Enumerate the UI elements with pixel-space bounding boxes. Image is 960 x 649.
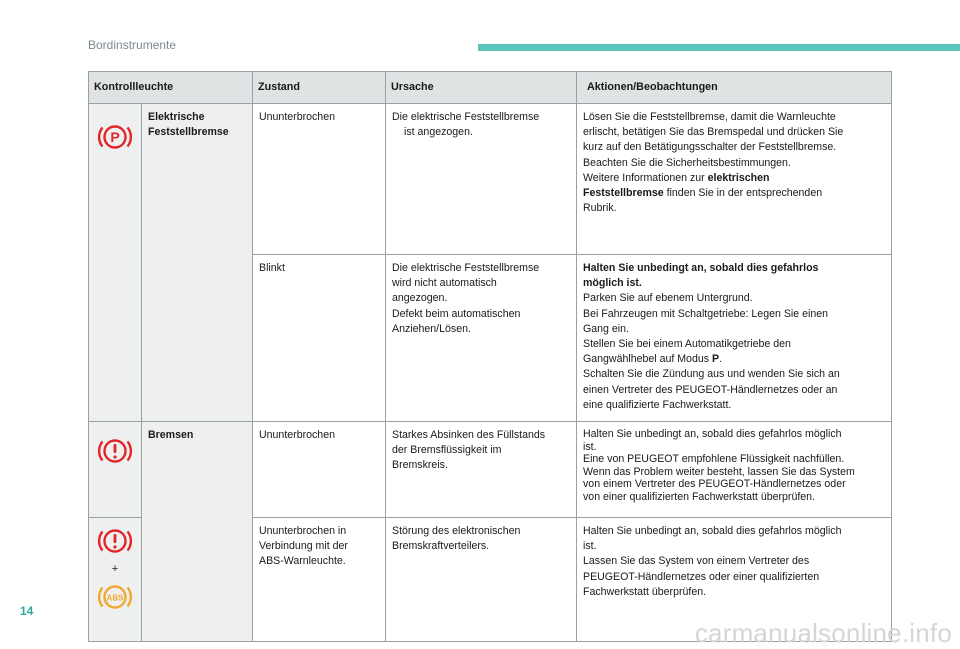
column-header-zustand: Zustand xyxy=(253,72,386,104)
icon-cell xyxy=(89,518,142,642)
action-line: PEUGEOT-Händlernetzes oder einer qualifizierten xyxy=(583,570,820,583)
action-line: von einer qualifizierten Fachwerkstatt überprüfen. xyxy=(583,491,816,503)
column-header-aktionen: Aktionen/Beobachtungen xyxy=(577,72,892,104)
cause-line: Defekt beim automatischen xyxy=(392,307,521,320)
action-line: ist. xyxy=(583,540,597,553)
table-row xyxy=(89,104,892,255)
brake-warning-icon xyxy=(97,526,133,556)
column-header-ursache: Ursache xyxy=(386,72,577,104)
warning-name-line: Bremsen xyxy=(148,429,194,442)
state-text: Ununterbrochen xyxy=(259,429,335,442)
watermark: carmanualsonline.info xyxy=(694,618,952,648)
action-text: Gangwählhebel auf Modus xyxy=(583,353,712,366)
state-line: Ununterbrochen in xyxy=(259,525,347,538)
action-line: einen Vertreter des PEUGEOT-Händlernetzes oder an xyxy=(583,383,838,396)
action-line: erlischt, betätigen Sie das Bremspedal und drücken Sie xyxy=(583,126,844,139)
action-line: Schalten Sie die Zündung aus und wenden Sie sich an xyxy=(583,368,840,381)
action-bold-line: Halten Sie unbedingt an, sobald dies gefahrlos xyxy=(583,262,819,274)
cause-line: ist angezogen. xyxy=(404,126,473,139)
action-bold-text: P xyxy=(711,353,720,366)
cause-cell xyxy=(386,518,577,642)
action-line: Bei Fahrzeugen mit Schaltgetriebe: Legen Sie einen xyxy=(583,307,828,320)
column-header-kontrollleuchte: Kontrollleuchte xyxy=(89,72,253,104)
cause-line: wird nicht automatisch xyxy=(392,277,497,290)
action-line: Lassen Sie das System von einem Vertreter des xyxy=(583,555,810,568)
state-text: Ununterbrochen xyxy=(259,111,335,123)
icon-cell xyxy=(89,422,142,518)
cause-line: Die elektrische Feststellbremse xyxy=(392,111,540,123)
table-row xyxy=(89,422,892,518)
cause-line: Die elektrische Feststellbremse xyxy=(392,262,540,274)
action-line: von einem Vertreter des PEUGEOT-Händlernetzes oder xyxy=(583,478,846,491)
icon-cell xyxy=(89,104,142,422)
action-line: Wenn das Problem weiter besteht, lassen Sie das System xyxy=(583,465,855,478)
action-line: kurz auf den Betätigungsschalter der Feststellbremse. xyxy=(583,141,837,154)
cause-cell xyxy=(386,422,577,518)
state-text: Blinkt xyxy=(259,262,285,274)
action-line: Eine von PEUGEOT empfohlene Flüssigkeit nachfüllen. xyxy=(583,453,845,466)
warning-name-line: Elektrische xyxy=(148,111,205,123)
abs-warning-icon xyxy=(97,582,133,612)
action-line: Rubrik. xyxy=(583,202,617,215)
action-line: Gang ein. xyxy=(583,322,629,335)
plus-sign: + xyxy=(111,563,119,576)
action-bold-line: möglich ist. xyxy=(583,277,642,290)
action-line: Halten Sie unbedingt an, sobald dies gefahrlos möglich xyxy=(583,428,842,441)
action-cell xyxy=(577,104,892,255)
state-cell xyxy=(253,518,386,642)
table-header-row xyxy=(89,72,892,104)
cause-line: Störung des elektronischen xyxy=(392,525,521,538)
action-line: Fachwerkstatt überprüfen. xyxy=(583,585,707,598)
cause-line: Bremskreis. xyxy=(392,459,448,472)
cause-line: Bremskraftverteilers. xyxy=(392,540,490,553)
cause-cell xyxy=(386,255,577,422)
action-cell xyxy=(577,422,892,518)
action-text: Weitere Informationen zur xyxy=(583,171,708,184)
warning-name-cell xyxy=(142,422,253,642)
state-cell xyxy=(253,422,386,518)
cause-line: angezogen. xyxy=(392,292,448,305)
warning-name-cell xyxy=(142,104,253,422)
state-line: Verbindung mit der xyxy=(259,540,348,553)
section-title: Bordinstrumente xyxy=(88,38,177,52)
page-number: 14 xyxy=(20,604,34,618)
abs-icon-label: ABS xyxy=(106,593,124,603)
cause-line: Anziehen/Lösen. xyxy=(392,322,471,335)
parking-brake-warning-icon xyxy=(97,122,133,152)
action-bold-text: Feststellbremse xyxy=(583,187,664,200)
action-line: Stellen Sie bei einem Automatikgetriebe den xyxy=(583,338,791,351)
action-line: Beachten Sie die Sicherheitsbestimmungen. xyxy=(583,156,791,169)
state-line: ABS-Warnleuchte. xyxy=(259,555,346,568)
state-cell xyxy=(253,104,386,255)
warning-lights-table xyxy=(88,71,892,642)
action-text: finden Sie in der entsprechenden xyxy=(663,187,823,200)
action-bold-text: elektrischen xyxy=(707,171,770,184)
action-line: Halten Sie unbedingt an, sobald dies gefahrlos möglich xyxy=(583,525,842,538)
cause-cell xyxy=(386,104,577,255)
brake-warning-icon xyxy=(97,436,133,466)
action-text: . xyxy=(719,353,723,366)
svg-text:P: P xyxy=(110,129,120,145)
warning-name-line: Feststellbremse xyxy=(148,126,229,139)
cause-line: Starkes Absinken des Füllstands xyxy=(392,429,546,442)
action-line: eine qualifizierte Fachwerkstatt. xyxy=(583,398,732,411)
cause-line: der Bremsflüssigkeit im xyxy=(392,444,502,457)
action-line: Lösen Sie die Feststellbremse, damit die Warnleuchte xyxy=(583,111,836,123)
action-cell xyxy=(577,255,892,422)
action-line: ist. xyxy=(583,440,597,453)
state-cell xyxy=(253,255,386,422)
section-accent-bar xyxy=(478,44,960,51)
action-line: Parken Sie auf ebenem Untergrund. xyxy=(583,292,753,305)
